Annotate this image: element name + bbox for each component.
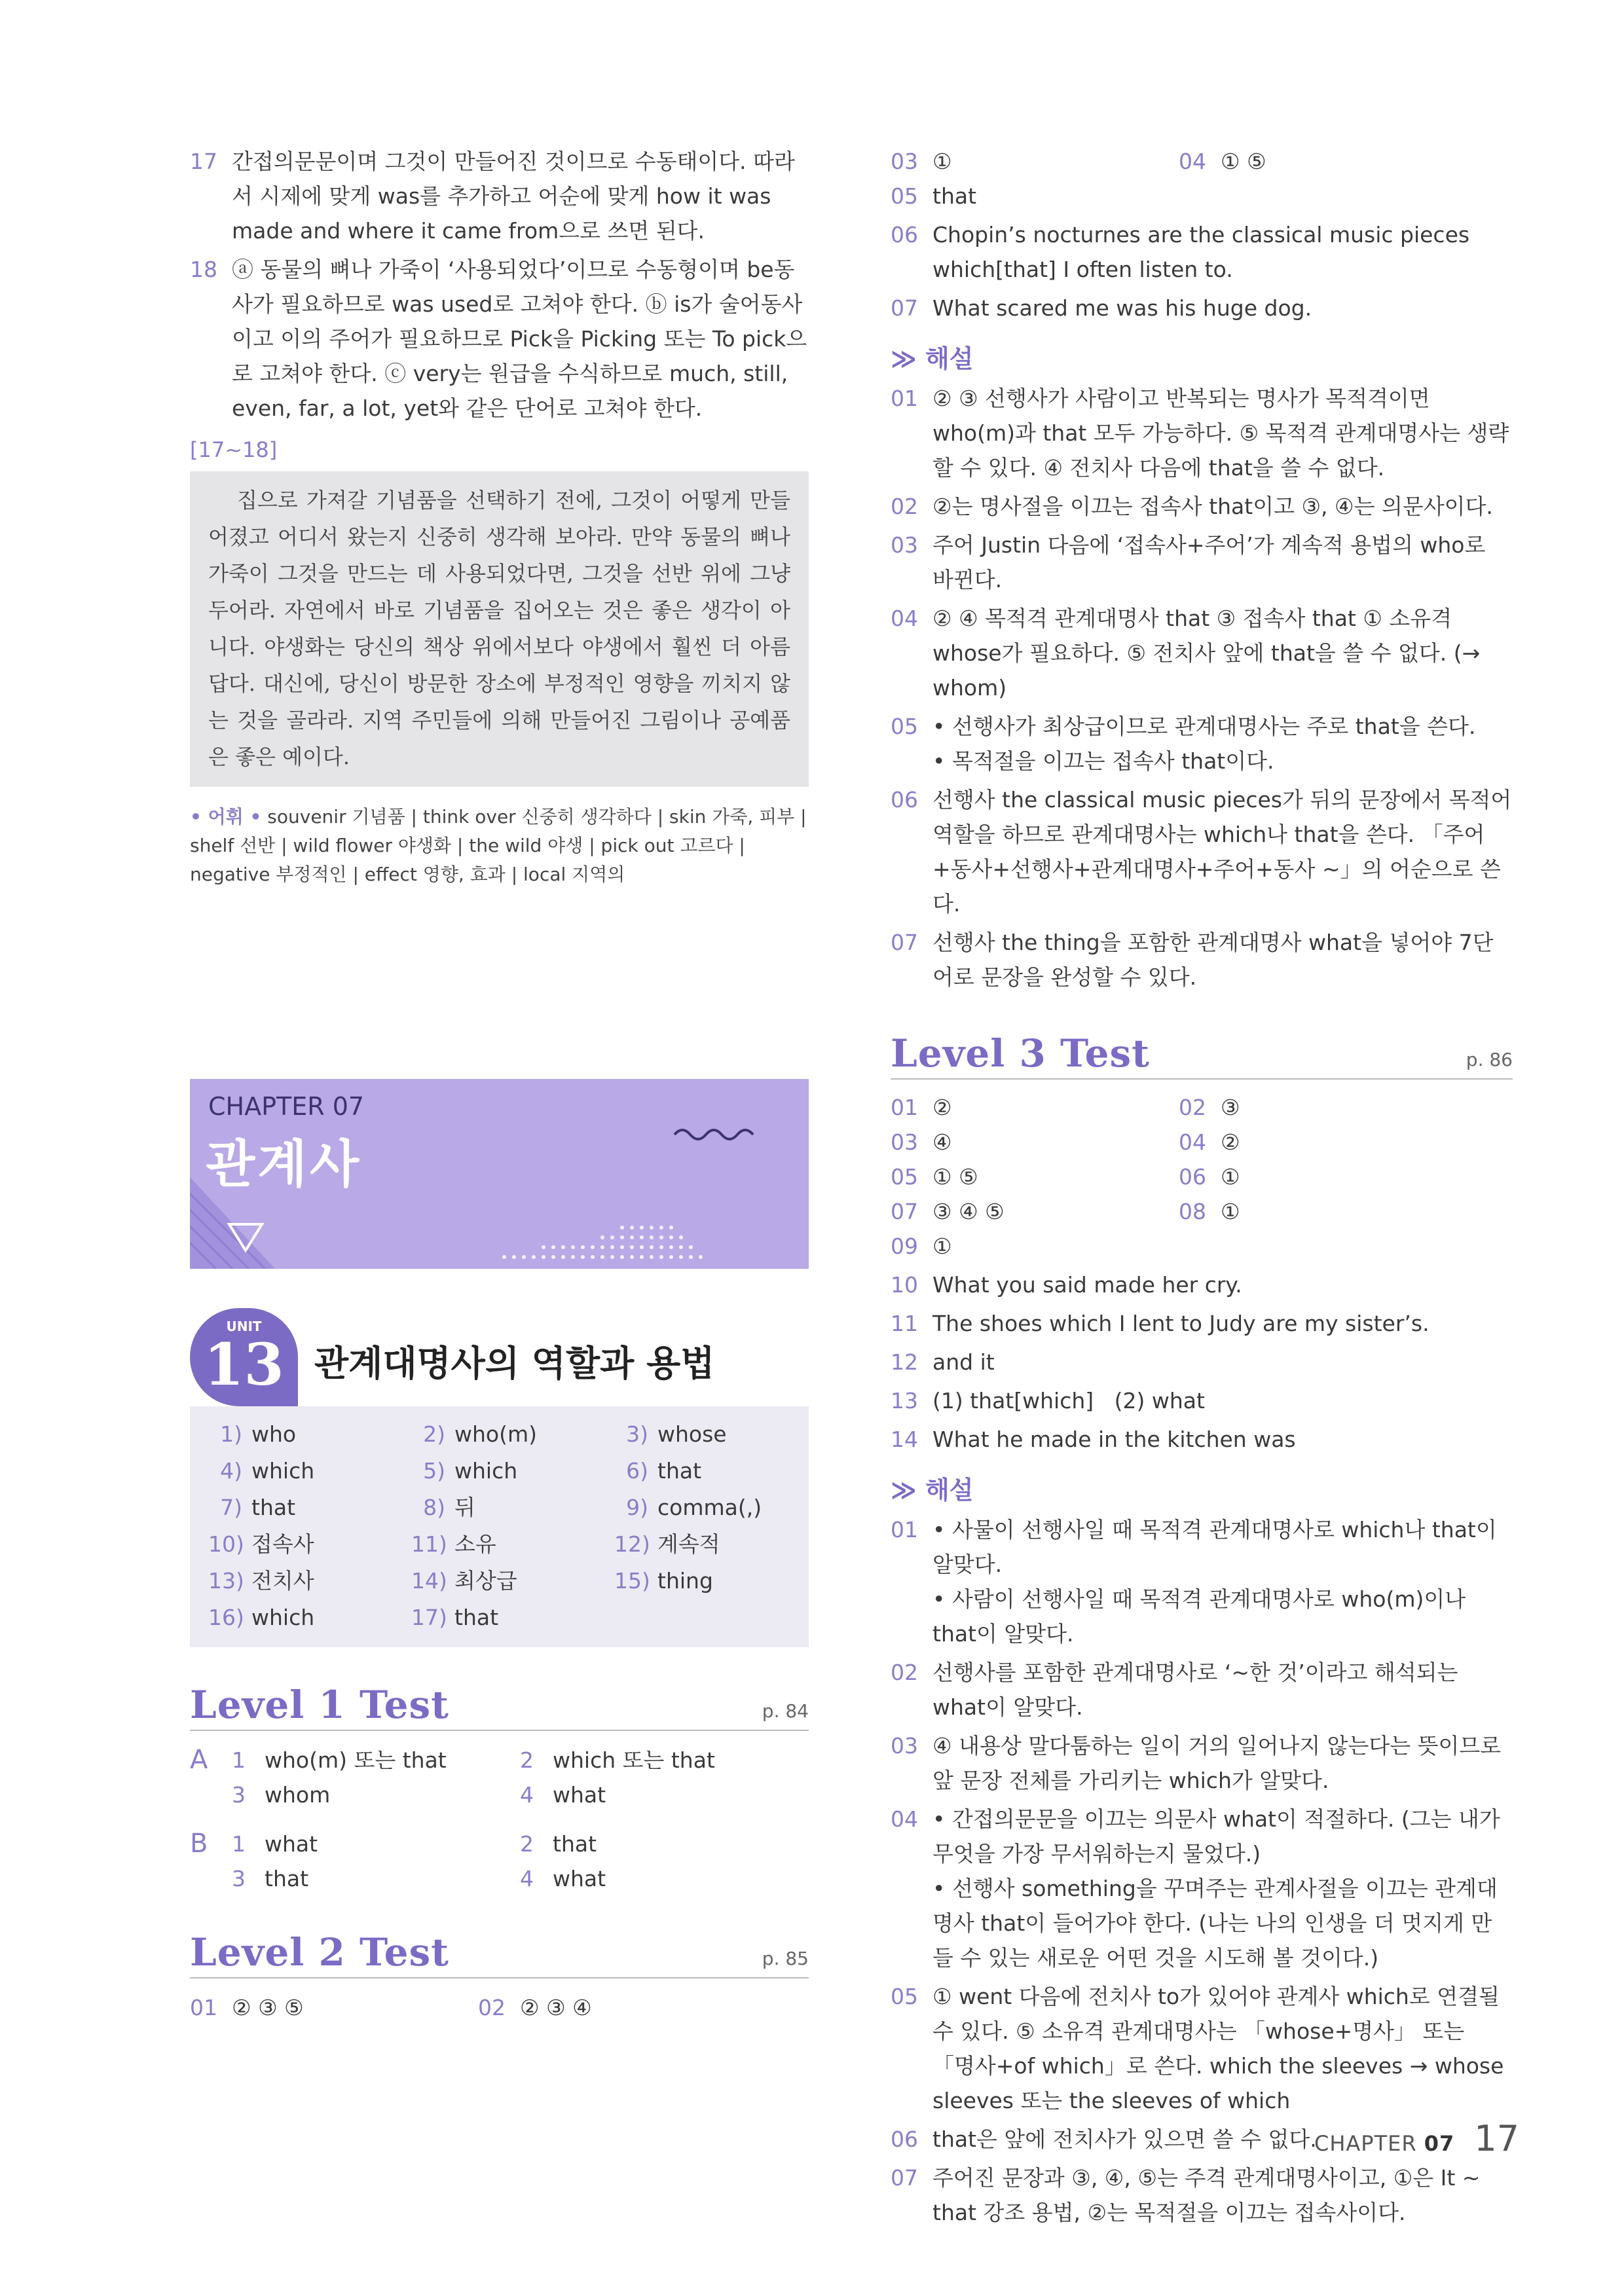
level1-page: p. 84: [762, 1700, 809, 1722]
explanation-item: 02 ②는 명사절을 이끄는 접속사 that이고 ③, ④는 의문사이다.: [891, 494, 1493, 519]
answer-item: 12 and it: [891, 1349, 995, 1375]
answer-item: 10 What you said made her cry.: [891, 1272, 1242, 1298]
explanation-item: 03 ④ 내용상 말다툼하는 일이 거의 일어나지 않는다는 뜻이므로 앞 문장 전체를 가리키는 which가 알맞다.: [891, 1733, 1502, 1793]
explanation-heading: ≫ 해설: [891, 344, 974, 373]
explanation-item: 05 ① went 다음에 전치사 to가 있어야 관계사 which로 연결될 수 있다. ⑤ 소유격 관계대명사는 「whose+명사」 또는 「명사+of which」로 쓴다. which the sleeves → whose sleeves 또는 the sleeves of which: [891, 1984, 1504, 2113]
answer-item: 05 that: [891, 183, 977, 209]
answer-list-17-18: [190, 144, 809, 426]
explanation-item: 04 • 간접의문문을 이끄는 의문사 what이 적절하다. (그는 내가 무엇을 가장 무서워하는지 물었다.) • 선행사 something을 꾸며주는 관계사절을 이끄는 관계대명사 that이 들어가야 한다. (나는 나의 인생을 더 멋지게 만들 수 있는 새로운 어떤 것을 시도해 볼 것이다.): [891, 1802, 1513, 1975]
explanation-item: 02 선행사를 포함한 관계대명사로 ‘~한 것’이라고 해석되는 what이 알맞다.: [891, 1660, 1458, 1720]
grid-cell: 2) who(m): [423, 1421, 537, 1447]
level2-explanations: [891, 381, 1513, 994]
level2-header: [190, 1930, 809, 1978]
level2-page: p. 85: [762, 1948, 809, 1969]
unit-title: 관계대명사의 역할과 용법: [314, 1343, 715, 1384]
level3-answer-pairs: 01 ② 02 ③ 03 ④ 04 ② 05 ① ⑤ 06 ① 07 ③ ④ ⑤ 08 ①: [891, 1095, 1240, 1224]
unit-badge: [190, 1308, 298, 1406]
grid-cell: 10) 접속사: [208, 1531, 314, 1557]
left-column: [190, 144, 809, 2025]
answer-item: 14 What he made in the kitchen was: [891, 1427, 1296, 1452]
item-text: ⓐ 동물의 뼈나 가죽이 ‘사용되었다’이므로 수동형이며 be동사가 필요하므로 was used로 고쳐야 한다. ⓑ is가 술어동사이고 이의 주어가 필요하므로 Pick을 Picking 또는 To pick으로 고쳐야 한다. ⓒ very는 원급을 수식하므로 much, still, even, far, a lot, yet와 같은 단어로 고쳐야 한다.: [232, 257, 807, 421]
level1-section-b: B 1 what 2 that 3 that 4 what: [190, 1829, 606, 1891]
unit-answer-grid: [190, 1406, 809, 1647]
answer-item: 09 ①: [891, 1233, 952, 1259]
grid-cell: 11) 소유: [411, 1531, 496, 1557]
grid-cell: 7) that: [220, 1495, 296, 1520]
level2-items: [891, 179, 1513, 325]
grid-cell: 3) whose: [626, 1421, 727, 1447]
chapter-banner: [190, 1079, 809, 1269]
level1-header: [190, 1683, 809, 1731]
footer-chapter: CHAPTER 07: [1314, 2131, 1455, 2156]
chapter-title: 관계사: [206, 1135, 362, 1194]
explanation-item: 07 주어진 문장과 ③, ④, ⑤는 주격 관계대명사이고, ①은 It ~ that 강조 용법, ②는 목적절을 이끄는 접속사이다.: [891, 2165, 1481, 2225]
vocab-label: • 어휘 •: [190, 806, 262, 828]
answer-item: 11 The shoes which I lent to Judy are my sister’s.: [891, 1311, 1430, 1336]
grid-cell: 1) who: [220, 1421, 297, 1447]
chapter-label: CHAPTER 07: [208, 1092, 365, 1121]
level2-answers-right: 03 ① 04 ① ⑤: [891, 149, 1266, 174]
grid-cell: 5) which: [423, 1458, 518, 1484]
right-column: [891, 144, 1513, 2234]
grid-cell: 17) that: [411, 1605, 499, 1630]
level3-header: [891, 1031, 1513, 1080]
explanation-item: 03 주어 Justin 다음에 ‘접속사+주어’가 계속적 용법의 who로 바뀐다.: [891, 532, 1486, 592]
answer-item: 07 What scared me was his huge dog.: [891, 295, 1312, 321]
answer-item: [190, 252, 809, 426]
vocab-text: souvenir 기념품 | think over 신중히 생각하다 | skin 가죽, 피부 | shelf 선반 | wild flower 야생화 | the wild 야생 | pick out 고르다 | negative 부정적인 | effect 영향, 효과 | local 지역의: [190, 806, 807, 885]
explanation-item: 01 ② ③ 선행사가 사람이고 반복되는 명사가 목적격이면 who(m)과 that 모두 가능하다. ⑤ 목적격 관계대명사는 생략할 수 있다. ④ 전치사 다음에 that을 쓸 수 없다.: [891, 386, 1509, 481]
grid-cell: 8) 뒤: [423, 1495, 475, 1520]
item-text: 간접의문문이며 그것이 만들어진 것이므로 수동태이다. 따라서 시제에 맞게 was를 추가하고 어순에 맞게 how it was made and where it came from으로 쓰면 된다.: [232, 149, 795, 244]
answer-item: [190, 144, 809, 248]
level2-answers-left: 01 ② ③ ⑤ 02 ② ③ ④: [190, 1995, 592, 2020]
answer-item: 13 (1) that[which] (2) what: [891, 1388, 1205, 1413]
explanation-item: 01 • 사물이 선행사일 때 목적격 관계대명사로 which나 that이 알맞다. • 사람이 선행사일 때 목적격 관계대명사로 who(m)이나 that이 알맞다.: [891, 1512, 1513, 1651]
explanation-item: 06 that은 앞에 전치사가 있으면 쓸 수 없다.: [891, 2126, 1317, 2152]
level3-items: [891, 1229, 1513, 1457]
level1-section-a: A 1 who(m) 또는 that 2 which 또는 that 3 whom 4 what: [190, 1745, 715, 1808]
explanation-item: 06 선행사 the classical music pieces가 뒤의 문장에서 목적어 역할을 하므로 관계대명사는 which나 that을 쓴다. 「주어+동사+선행사+관계대명사+주어+동사 ~」의 어순으로 쓴다.: [891, 787, 1512, 917]
explanation-item: 05 • 선행사가 최상급이므로 관계대명사는 주로 that을 쓴다. • 목적절을 이끄는 접속사 that이다.: [891, 709, 1513, 778]
grid-cell: 6) that: [626, 1458, 702, 1484]
vocab-list: [190, 803, 809, 889]
page-number: 17: [1474, 2118, 1519, 2159]
unit-header: [190, 1308, 809, 1406]
level3-title: Level 3 Test: [891, 1031, 1150, 1076]
grid-cell: 15) thing: [614, 1568, 713, 1594]
explanation-item: 07 선행사 the thing을 포함한 관계대명사 what을 넣어야 7단어로 문장을 완성할 수 있다.: [891, 930, 1494, 990]
grid-cell: 9) comma(,): [626, 1495, 762, 1520]
answer-item: 06 Chopin’s nocturnes are the classical music pieces which[that] I often listen to.: [891, 222, 1470, 282]
item-number: 18: [190, 257, 217, 282]
unit-number: 13: [204, 1330, 284, 1398]
level1-title: Level 1 Test: [190, 1683, 449, 1727]
grid-cell: 16) which: [208, 1605, 315, 1630]
grid-cell: 13) 전치사: [208, 1568, 314, 1594]
item-number: 17: [190, 149, 217, 174]
grid-cell: 14) 최상급: [411, 1568, 517, 1594]
range-label: [17~18]: [190, 437, 278, 462]
explanation-heading: ≫ 해설: [891, 1476, 974, 1504]
explanation-item: 04 ② ④ 목적격 관계대명사 that ③ 접속사 that ① 소유격 whose가 필요하다. ⑤ 전치사 앞에 that을 쓸 수 없다. (→ whom): [891, 606, 1481, 701]
page-footer: [1314, 2118, 1519, 2159]
unit-label: UNIT: [226, 1319, 262, 1334]
grid-cell: 12) 계속적: [614, 1531, 720, 1557]
level2-title: Level 2 Test: [190, 1930, 449, 1975]
translation-box: 집으로 가져갈 기념품을 선택하기 전에, 그것이 어떻게 만들어졌고 어디서 왔는지 신중히 생각해 보아라. 만약 동물의 뼈나 가죽이 그것을 만드는 데 사용되었다면, 그것을 선반 위에 그냥 두어라. 자연에서 바로 기념품을 집어오는 것은 좋은 생각이 아니다. 야생화는 당신의 책상 위에서보다 야생에서 훨씬 더 아름답다. 대신에, 당신이 방문한 장소에 부정적인 영향을 끼치지 않는 것을 골라라. 지역 주민들에 의해 만들어진 그림이나 공예품은 좋은 예이다.: [190, 471, 809, 787]
level3-page: p. 86: [1466, 1049, 1513, 1070]
grid-cell: 4) which: [220, 1458, 315, 1484]
